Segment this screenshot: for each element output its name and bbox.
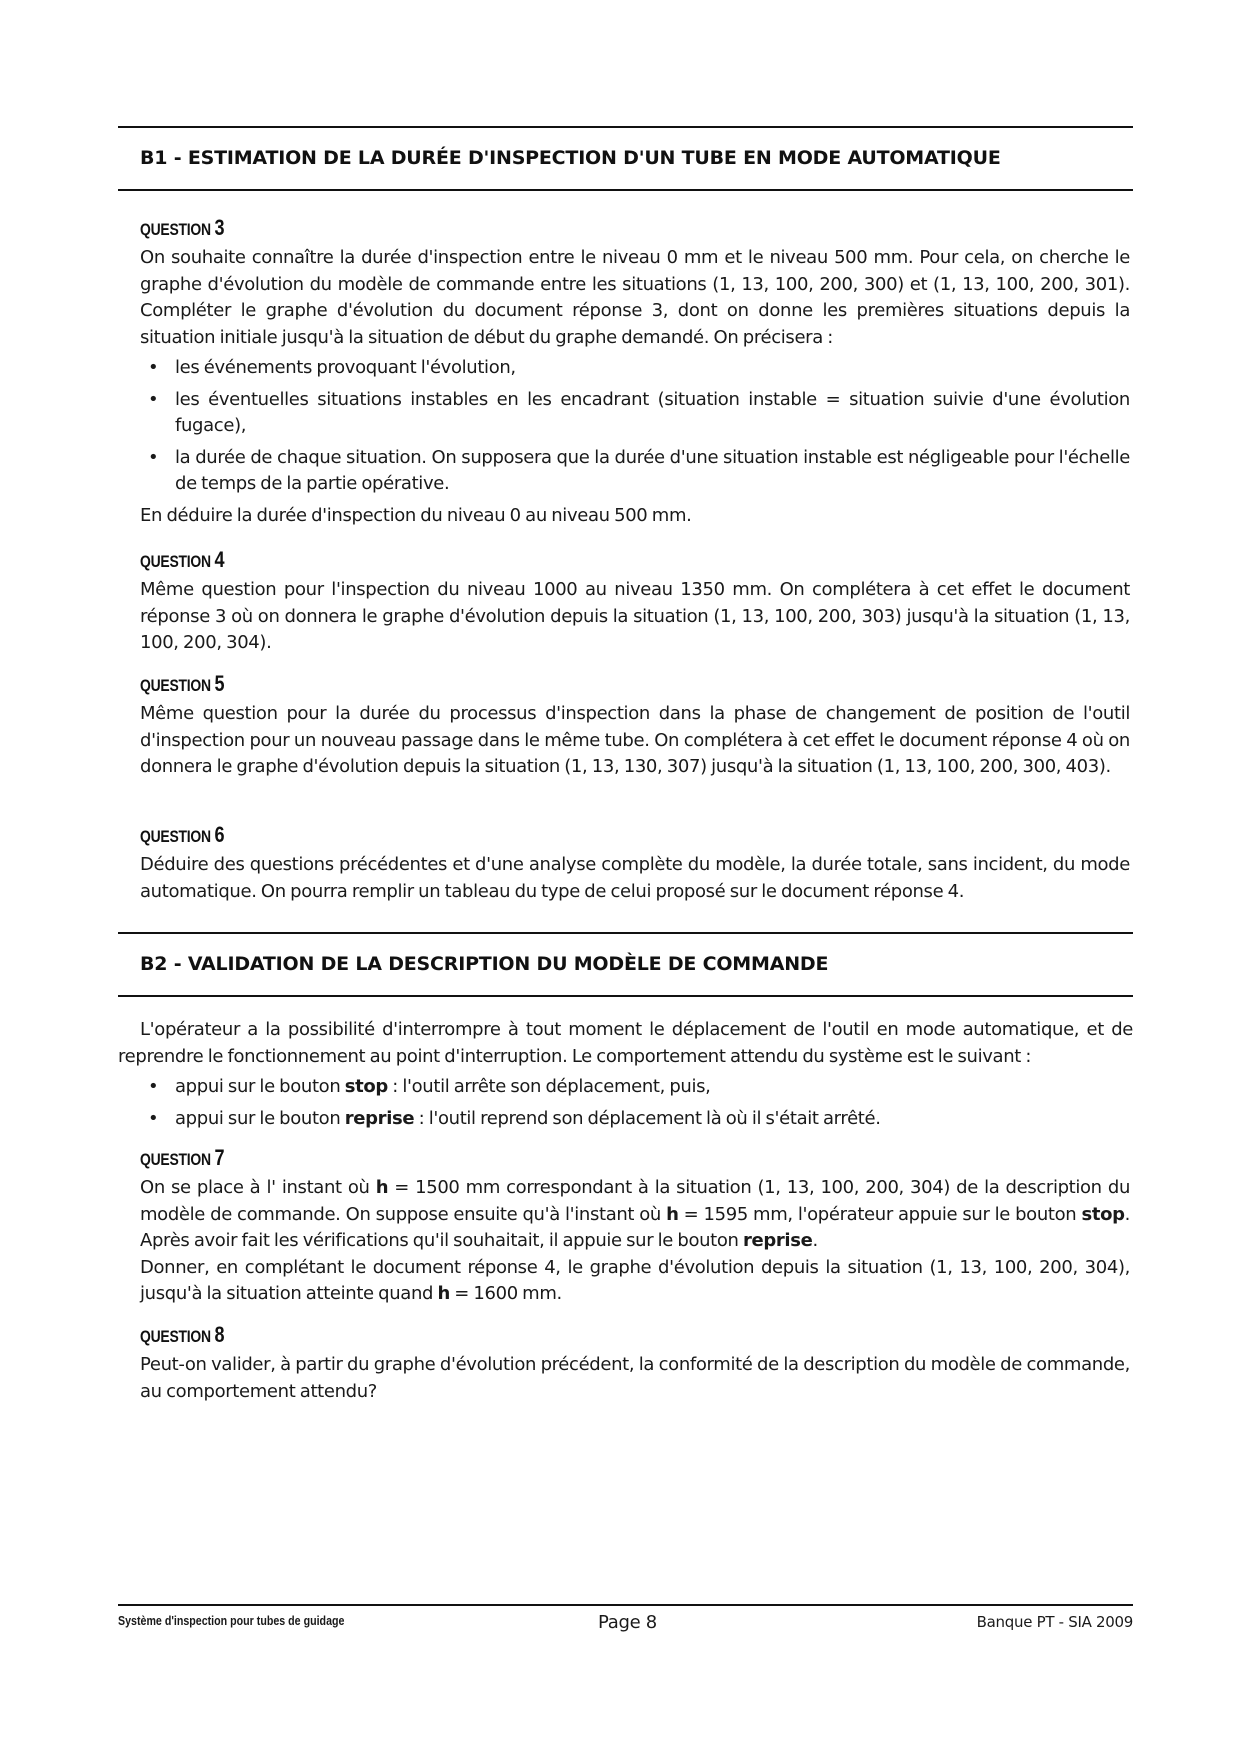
question-3-heading — [140, 215, 224, 241]
question-label: QUESTION — [140, 1150, 215, 1169]
question-number: 7 — [214, 1145, 225, 1170]
list-item — [140, 355, 1130, 382]
section-b2-bottom-rule — [118, 995, 1133, 997]
footer-document-title: Système d'inspection pour tubes de guidage — [118, 1613, 345, 1628]
question-label: QUESTION — [140, 220, 215, 239]
intro-list — [118, 1074, 1133, 1132]
bullet-icon: • — [148, 388, 159, 410]
question-7-instruction: Donner, en complétant le document réponse 4, le graphe d'évolution depuis la situation (1, 13, 100, 200, 304), jusqu'à la situation atteinte quand h = 1600 mm. — [140, 1256, 1130, 1304]
list-item-text: : l'outil arrête son déplacement, puis, — [387, 1076, 711, 1097]
question-3-conclusion: En déduire la durée d'inspection du niveau 0 au niveau 500 mm. — [140, 504, 692, 526]
question-5-heading — [140, 671, 224, 697]
list-item-text: les éventuelles situations instables en les encadrant (situation instable = situation suivie d'une évolution fugace), — [175, 388, 1130, 436]
question-4 — [140, 547, 1130, 657]
footer-rule — [118, 1604, 1133, 1606]
list-item-text: appui sur le bouton — [175, 1076, 345, 1097]
section-b1-top-rule — [118, 126, 1133, 128]
section-b2-top-rule — [118, 932, 1133, 934]
question-3-text: On souhaite connaître la durée d'inspection entre le niveau 0 mm et le niveau 500 mm. Pour cela, on cherche le graphe d'évolution du modèle de commande entre les situations (1, 13, 100, 200, 300) et (1, 13, 100, 200, 301). Compléter le graphe d'évolution du document réponse 3, dont on donne les premières situations depuis la situation initiale jusqu'à la situation de début du graphe demandé. On précisera : — [140, 247, 1130, 348]
question-number: 6 — [214, 822, 225, 847]
question-3 — [140, 215, 1130, 529]
list-item — [140, 1074, 1133, 1101]
question-7-heading — [140, 1145, 224, 1171]
question-label: QUESTION — [140, 1327, 215, 1346]
list-item-text: les événements provoquant l'évolution, — [175, 357, 516, 378]
list-item — [140, 387, 1130, 440]
question-number: 4 — [214, 547, 225, 572]
question-number: 8 — [214, 1322, 225, 1347]
question-label: QUESTION — [140, 827, 215, 846]
list-item-text: appui sur le bouton — [175, 1107, 345, 1129]
question-7-text: On se place à l' instant où h = 1500 mm correspondant à la situation (1, 13, 100, 200, 304) de la description du modèle de commande. On suppose ensuite qu'à l'instant où h = 1595 mm, l'opérateur appuie sur le bouton stop. Après avoir fait les vérifications qu'il souhaitait, il appuie sur le bouton reprise. — [140, 1177, 1130, 1251]
question-7 — [140, 1145, 1130, 1308]
question-8-heading — [140, 1322, 224, 1348]
bullet-icon: • — [148, 357, 159, 378]
list-item — [140, 1106, 1133, 1133]
question-8-text: Peut-on valider, à partir du graphe d'évolution précédent, la conformité de la description du modèle de commande, au comportement attendu? — [140, 1354, 1130, 1402]
section-b1-title: B1 - ESTIMATION DE LA DURÉE D'INSPECTION D'UN TUBE EN MODE AUTOMATIQUE — [140, 147, 1001, 169]
question-5 — [140, 671, 1130, 781]
question-4-heading — [140, 547, 224, 573]
footer-exam-name: Banque PT - SIA 2009 — [976, 1613, 1133, 1631]
reprise-keyword: reprise — [344, 1107, 415, 1129]
stop-keyword: stop — [344, 1076, 388, 1097]
section-b2-intro — [118, 1017, 1133, 1137]
list-item — [140, 445, 1130, 498]
bullet-icon: • — [148, 1076, 159, 1097]
question-8 — [140, 1322, 1130, 1405]
section-b1-bottom-rule — [118, 189, 1133, 191]
question-number: 3 — [214, 215, 225, 240]
question-6-text: Déduire des questions précédentes et d'une analyse complète du modèle, la durée totale, sans incident, du mode automatique. On pourra remplir un tableau du type de celui proposé sur le document réponse 4. — [140, 854, 1130, 902]
question-4-text: Même question pour l'inspection du niveau 1000 au niveau 1350 mm. On complétera à cet effet le document réponse 3 où on donnera le graphe d'évolution depuis la situation (1, 13, 100, 200, 303) jusqu'à la situation (1, 13, 100, 200, 304). — [140, 579, 1130, 653]
question-number: 5 — [214, 671, 225, 696]
list-item-text: la durée de chaque situation. On supposera que la durée d'une situation instable est négligeable pour l'échelle de temps de la partie opérative. — [175, 446, 1130, 494]
section-b2-title: B2 - VALIDATION DE LA DESCRIPTION DU MODÈLE DE COMMANDE — [140, 953, 829, 975]
question-label: QUESTION — [140, 676, 215, 695]
list-item-text: : l'outil reprend son déplacement là où il s'était arrêté. — [414, 1107, 881, 1129]
footer-page-number: Page 8 — [598, 1612, 657, 1633]
question-5-text: Même question pour la durée du processus d'inspection dans la phase de changement de position de l'outil d'inspection pour un nouveau passage dans le même tube. On complétera à cet effet le document réponse 4 où on donnera le graphe d'évolution depuis la situation (1, 13, 130, 307) jusqu'à la situation (1, 13, 100, 200, 300, 403). — [140, 703, 1130, 777]
question-6 — [140, 822, 1130, 905]
bullet-icon: • — [148, 1107, 159, 1129]
question-6-heading — [140, 822, 224, 848]
question-label: QUESTION — [140, 552, 215, 571]
intro-text: L'opérateur a la possibilité d'interrompre à tout moment le déplacement de l'outil en mode automatique, et de reprendre le fonctionnement au point d'interruption. Le comportement attendu du système est le suivant : — [118, 1019, 1133, 1067]
question-3-list — [140, 355, 1130, 498]
bullet-icon: • — [148, 446, 159, 468]
